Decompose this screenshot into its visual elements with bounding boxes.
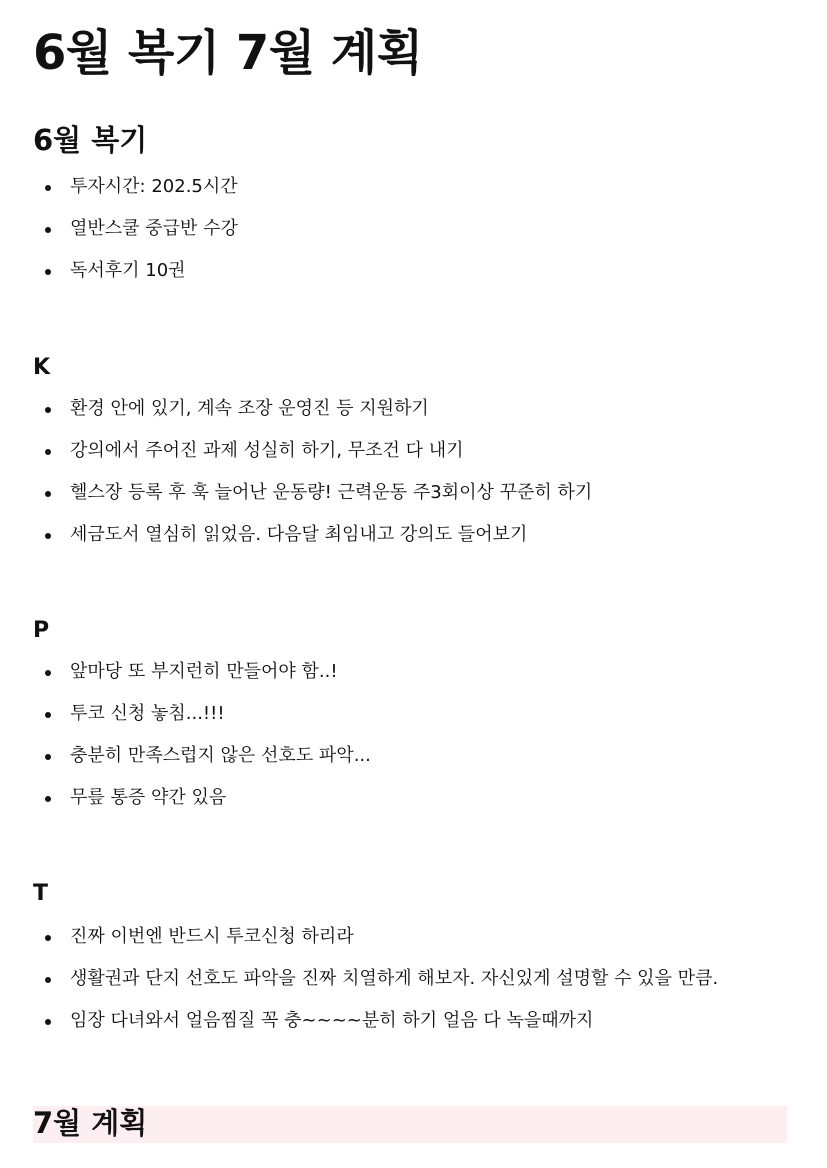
- june-review-heading: 6월 복기: [33, 123, 148, 157]
- keep-list: [0, 388, 592, 556]
- problem-list: [0, 651, 371, 819]
- list-item: 환경 안에 있기, 계속 조장 운영진 등 지원하기: [0, 388, 592, 430]
- list-item: 임장 다녀와서 얼음찜질 꼭 충~~~~분히 하기 얼음 다 녹을때까지: [0, 1000, 718, 1042]
- list-item: 강의에서 주어진 과제 성실히 하기, 무조건 다 내기: [0, 430, 592, 472]
- list-item: 생활권과 단지 선호도 파악을 진짜 치열하게 해보자. 자신있게 설명할 수 있을 만큼.: [0, 958, 718, 1000]
- try-heading: T: [33, 881, 49, 906]
- june-review-list: [0, 166, 238, 292]
- list-item: 앞마당 또 부지런히 만들어야 함..!: [0, 651, 371, 693]
- problem-heading: P: [33, 618, 50, 643]
- page-title: 6월 복기 7월 계획: [33, 25, 423, 81]
- list-item: 헬스장 등록 후 훅 늘어난 운동량! 근력운동 주3회이상 꾸준히 하기: [0, 472, 592, 514]
- list-item: 투코 신청 놓침...!!!: [0, 693, 371, 735]
- keep-heading: K: [33, 355, 51, 380]
- list-item: 진짜 이번엔 반드시 투코신청 하리라: [0, 916, 718, 958]
- list-item: 무릎 통증 약간 있음: [0, 777, 371, 819]
- list-item: 열반스쿨 중급반 수강: [0, 208, 238, 250]
- july-plan-heading: 7월 계획: [33, 1106, 148, 1140]
- list-item: 세금도서 열심히 읽었음. 다음달 최임내고 강의도 들어보기: [0, 514, 592, 556]
- list-item: 충분히 만족스럽지 않은 선호도 파악...: [0, 735, 371, 777]
- list-item: 투자시간: 202.5시간: [0, 166, 238, 208]
- try-list: [0, 916, 718, 1042]
- list-item: 독서후기 10권: [0, 250, 238, 292]
